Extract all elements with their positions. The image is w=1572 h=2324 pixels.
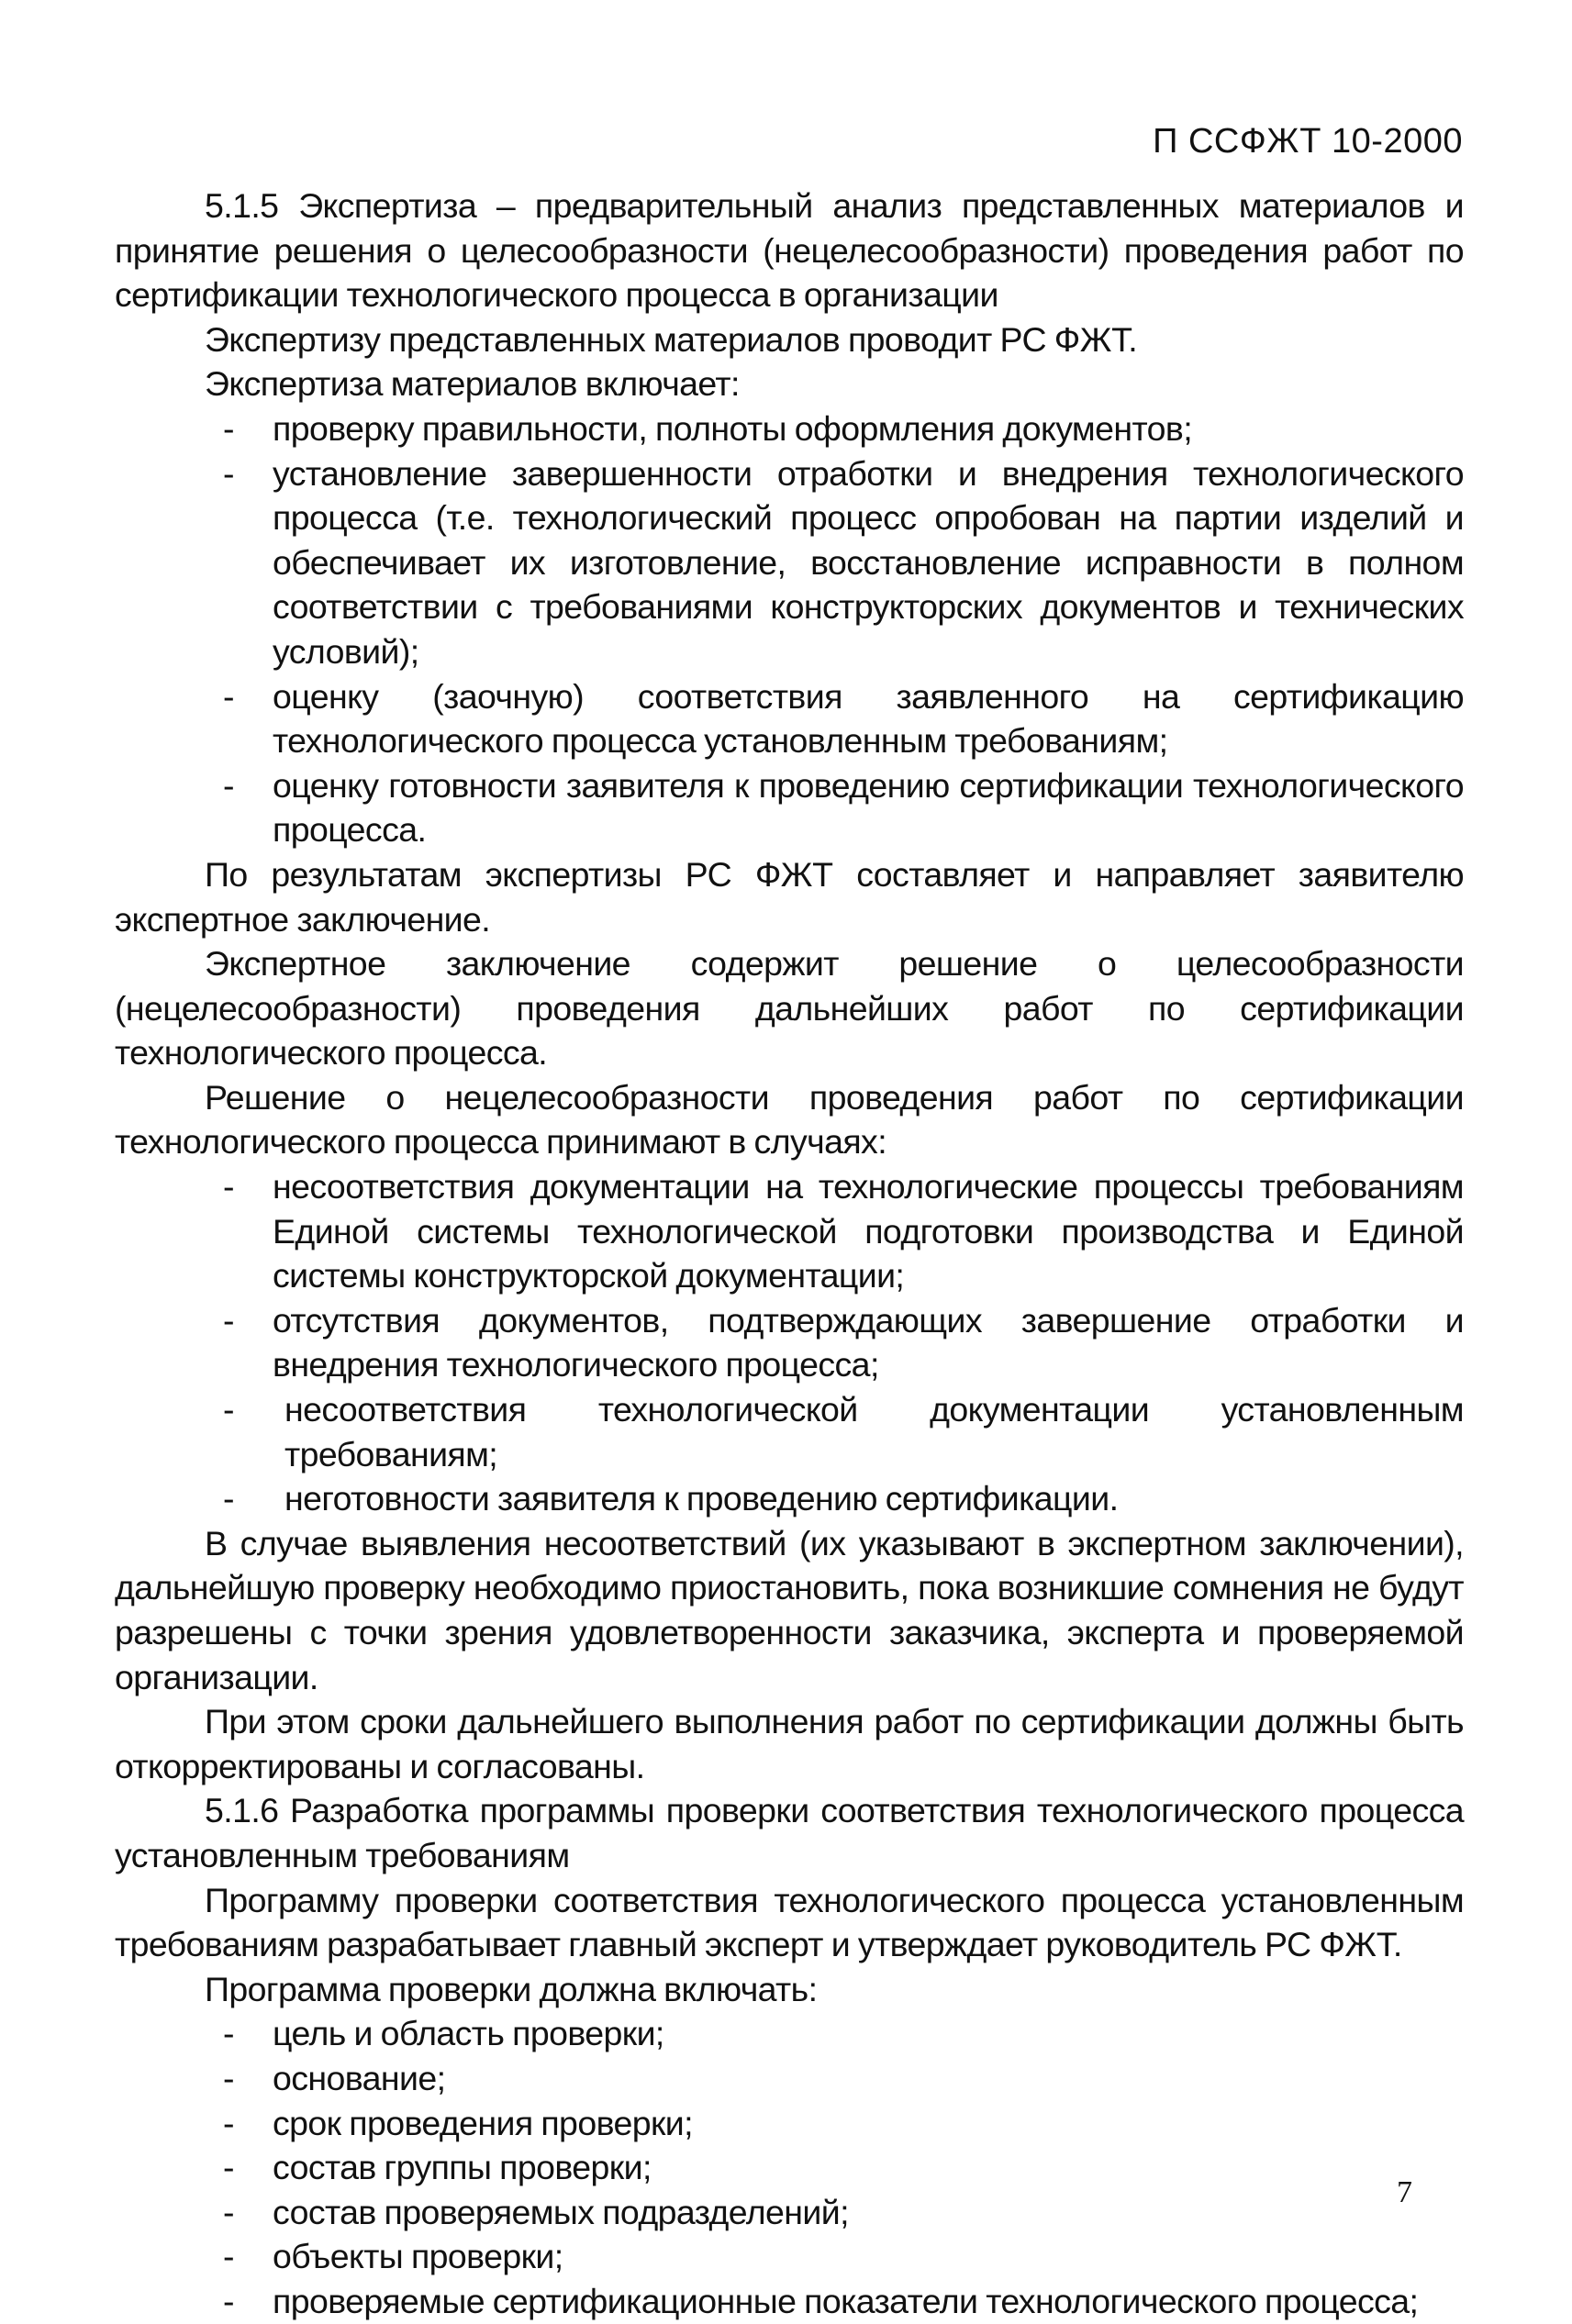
list-item-text: установление завершенности отработки и внедрения технологического процесса (т.е. технологический процесс опробован на партии изделий и обеспечивает их изготовление, восстановление исправности в полном соответствии с требованиями конструкторских документов и технических условий); [273,453,1464,671]
list-dash: - [223,765,234,805]
paragraph-program-includes: Программа проверки должна включать: [205,1969,818,2008]
list-dash: - [223,2192,234,2231]
list-item [115,2101,1464,2146]
list-item-text: состав проверяемых подразделений; [273,2192,849,2231]
list-dash: - [223,408,234,448]
list-item-text: оценку (заочную) соответствия заявленного на сертификацию технологического процесса установленным требованиям; [273,676,1464,761]
list-item-text: цель и область проверки; [273,2014,664,2053]
list-item-text: оценку готовности заявителя к проведению сертификации технологического процесса. [273,765,1464,850]
list-dash: - [223,2148,234,2187]
list-item [115,2011,1464,2056]
list-item-text: объекты проверки; [273,2237,563,2276]
expertise-list [115,406,1464,852]
list-item [115,2056,1464,2101]
paragraph-5-1-5: 5.1.5 Экспертиза – предварительный анализ представленных материалов и принятие решения о целесообразности (нецелесообразности) проведения работ по сертификации технологического процесса в организации [115,186,1464,315]
paragraph-5-1-6: 5.1.6 Разработка программы проверки соответствия технологического процесса установленным требованиям [115,1791,1464,1874]
list-item [115,2279,1464,2324]
paragraph-expertise-includes: Экспертиза материалов включает: [205,364,740,404]
page-number: 7 [1397,2175,1412,2209]
paragraph-program-development: Программу проверки соответствия технологического процесса установленным требованиям разрабатывает главный эксперт и утверждает руководитель РС ФЖТ. [115,1880,1464,1964]
list-dash: - [223,1300,234,1340]
list-item [115,1476,1464,1521]
list-item [115,451,1464,674]
list-item-text: срок проведения проверки; [273,2103,693,2142]
list-item [115,2234,1464,2279]
list-dash: - [223,2058,234,2097]
list-dash: - [223,453,234,493]
list-dash: - [223,2237,234,2276]
list-item [115,674,1464,763]
list-dash: - [223,1167,234,1206]
list-item [115,1298,1464,1387]
list-item-text: проверку правильности, полноты оформления документов; [273,408,1193,448]
program-contents-list [115,2011,1464,2323]
paragraph-expertise-results: По результатам экспертизы РС ФЖТ составляет и направляет заявителю экспертное заключение. [115,854,1464,939]
list-item [115,2190,1464,2235]
list-item [115,2145,1464,2190]
paragraph-decision-cases: Решение о нецелесообразности проведения работ по сертификации технологического процесса принимают в случаях: [115,1077,1464,1162]
list-item [115,763,1464,852]
paragraph-expertise-conducted: Экспертизу представленных материалов проводит РС ФЖТ. [205,319,1138,359]
list-item-text: несоответствия документации на технологические процессы требованиям Единой системы технологической подготовки производства и Единой системы конструкторской документации; [273,1167,1464,1295]
list-dash: - [223,2014,234,2053]
list-item-text: проверяемые сертификационные показатели технологического процесса; [273,2281,1419,2320]
document-body [115,183,1464,2324]
paragraph-nonconformities: В случае выявления несоответствий (их указывают в экспертном заключении), дальнейшую проверку необходимо приостановить, пока возникшие сомнения не будут разрешены с точки зрения удовлетворенности заказчика, эксперта и проверяемой организации. [115,1523,1464,1696]
list-item [115,1164,1464,1298]
list-dash: - [223,2281,234,2320]
list-dash: - [223,2103,234,2142]
list-dash: - [223,676,234,716]
list-dash: - [223,1390,234,1429]
list-item-text: состав группы проверки; [273,2148,652,2187]
list-dash: - [223,1479,234,1518]
list-item [115,406,1464,451]
list-item-text: основание; [273,2058,446,2097]
list-item [115,1387,1464,1476]
list-item-text: отсутствия документов, подтверждающих завершение отработки и внедрения технологического процесса; [273,1300,1464,1384]
paragraph-deadlines: При этом сроки дальнейшего выполнения работ по сертификации должны быть откорректированы и согласованы. [115,1702,1464,1785]
document-code: П ССФЖТ 10-2000 [1153,122,1463,161]
paragraph-expert-conclusion: Экспертное заключение содержит решение о целесообразности (нецелесообразности) проведения дальнейших работ по сертификации технологического процесса. [115,944,1464,1073]
list-item-text: неготовности заявителя к проведению сертификации. [284,1479,1119,1518]
list-item-text: несоответствия технологической документации установленным требованиям; [284,1390,1464,1473]
decision-cases-list [115,1164,1464,1521]
